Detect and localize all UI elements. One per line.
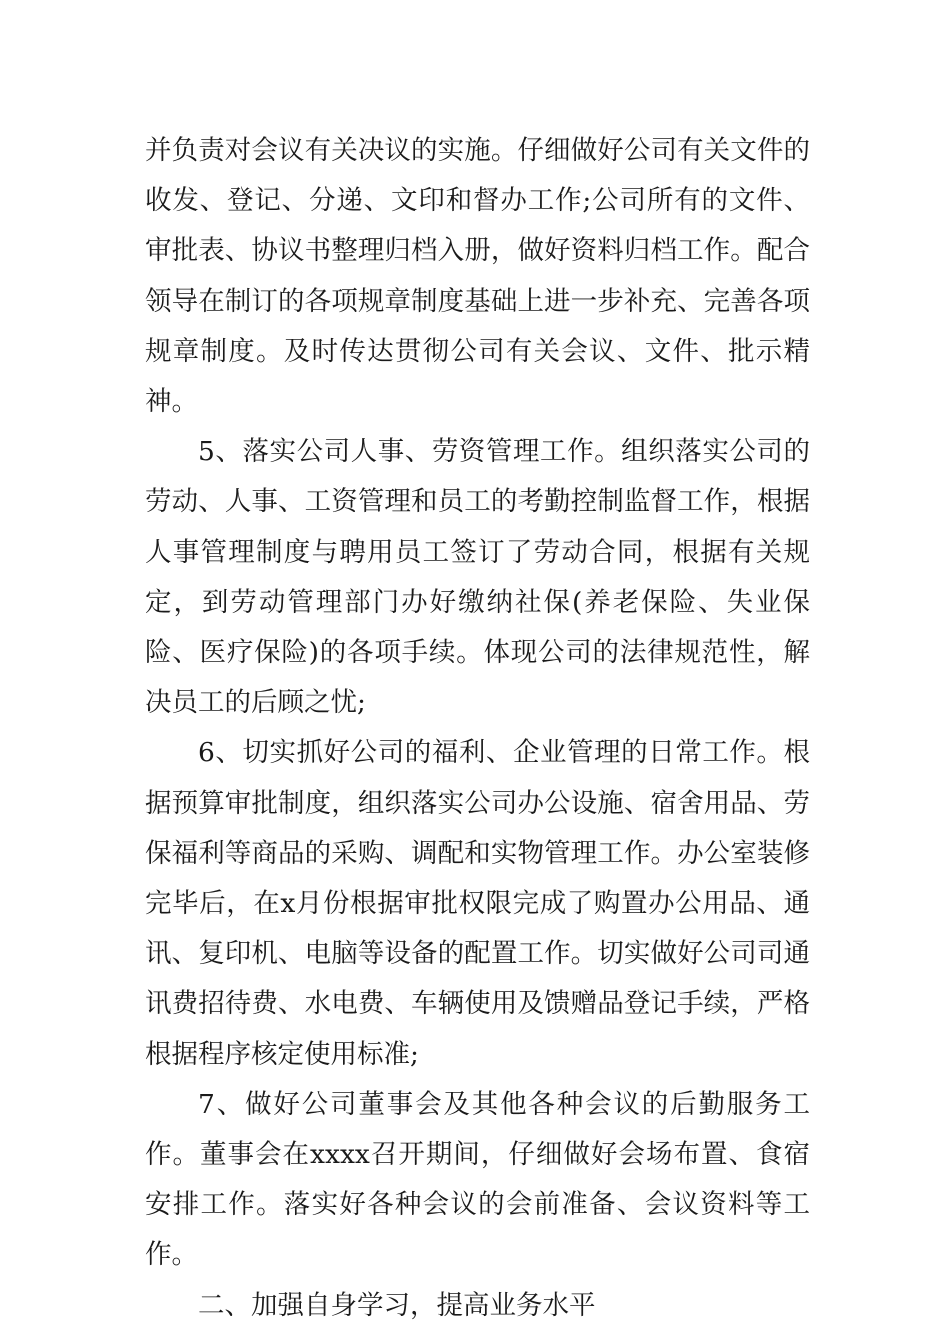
paragraph-item-6: 6、切实抓好公司的福利、企业管理的日常工作。根据预算审批制度，组织落实公司办公设施、宿舍用品、劳保福利等商品的采购、调配和实物管理工作。办公室装修完毕后，在x月份根据审批权限完成了购置办公用品、通讯、复印机、电脑等设备的配置工作。切实做好公司司通讯费招待费、水电费、车辆使用及馈赠品登记手续，严格根据程序核定使用标准; [145, 737, 810, 1070]
paragraph-continuation: 并负责对会议有关决议的实施。仔细做好公司有关文件的收发、登记、分递、文印和督办工作;公司所有的文件、审批表、协议书整理归档入册，做好资料归档工作。配合领导在制订的各项规章制度基础上进一步补充、完善各项规章制度。及时传达贯彻公司有关会议、文件、批示精神。 [145, 135, 810, 418]
paragraph-item-5: 5、落实公司人事、劳资管理工作。组织落实公司的劳动、人事、工资管理和员工的考勤控制监督工作，根据人事管理制度与聘用员工签订了劳动合同，根据有关规定，到劳动管理部门办好缴纳社保(养老保险、失业保险、医疗保险)的各项手续。体现公司的法律规范性，解决员工的后顾之忧; [145, 436, 810, 719]
document-body [145, 126, 810, 1331]
paragraph-item-7: 7、做好公司董事会及其他各种会议的后勤服务工作。董事会在xxxx召开期间，仔细做好会场布置、食宿安排工作。落实好各种会议的会前准备、会议资料等工作。 [145, 1088, 810, 1271]
section-heading: 二、加强自身学习，提高业务水平 [198, 1289, 596, 1321]
